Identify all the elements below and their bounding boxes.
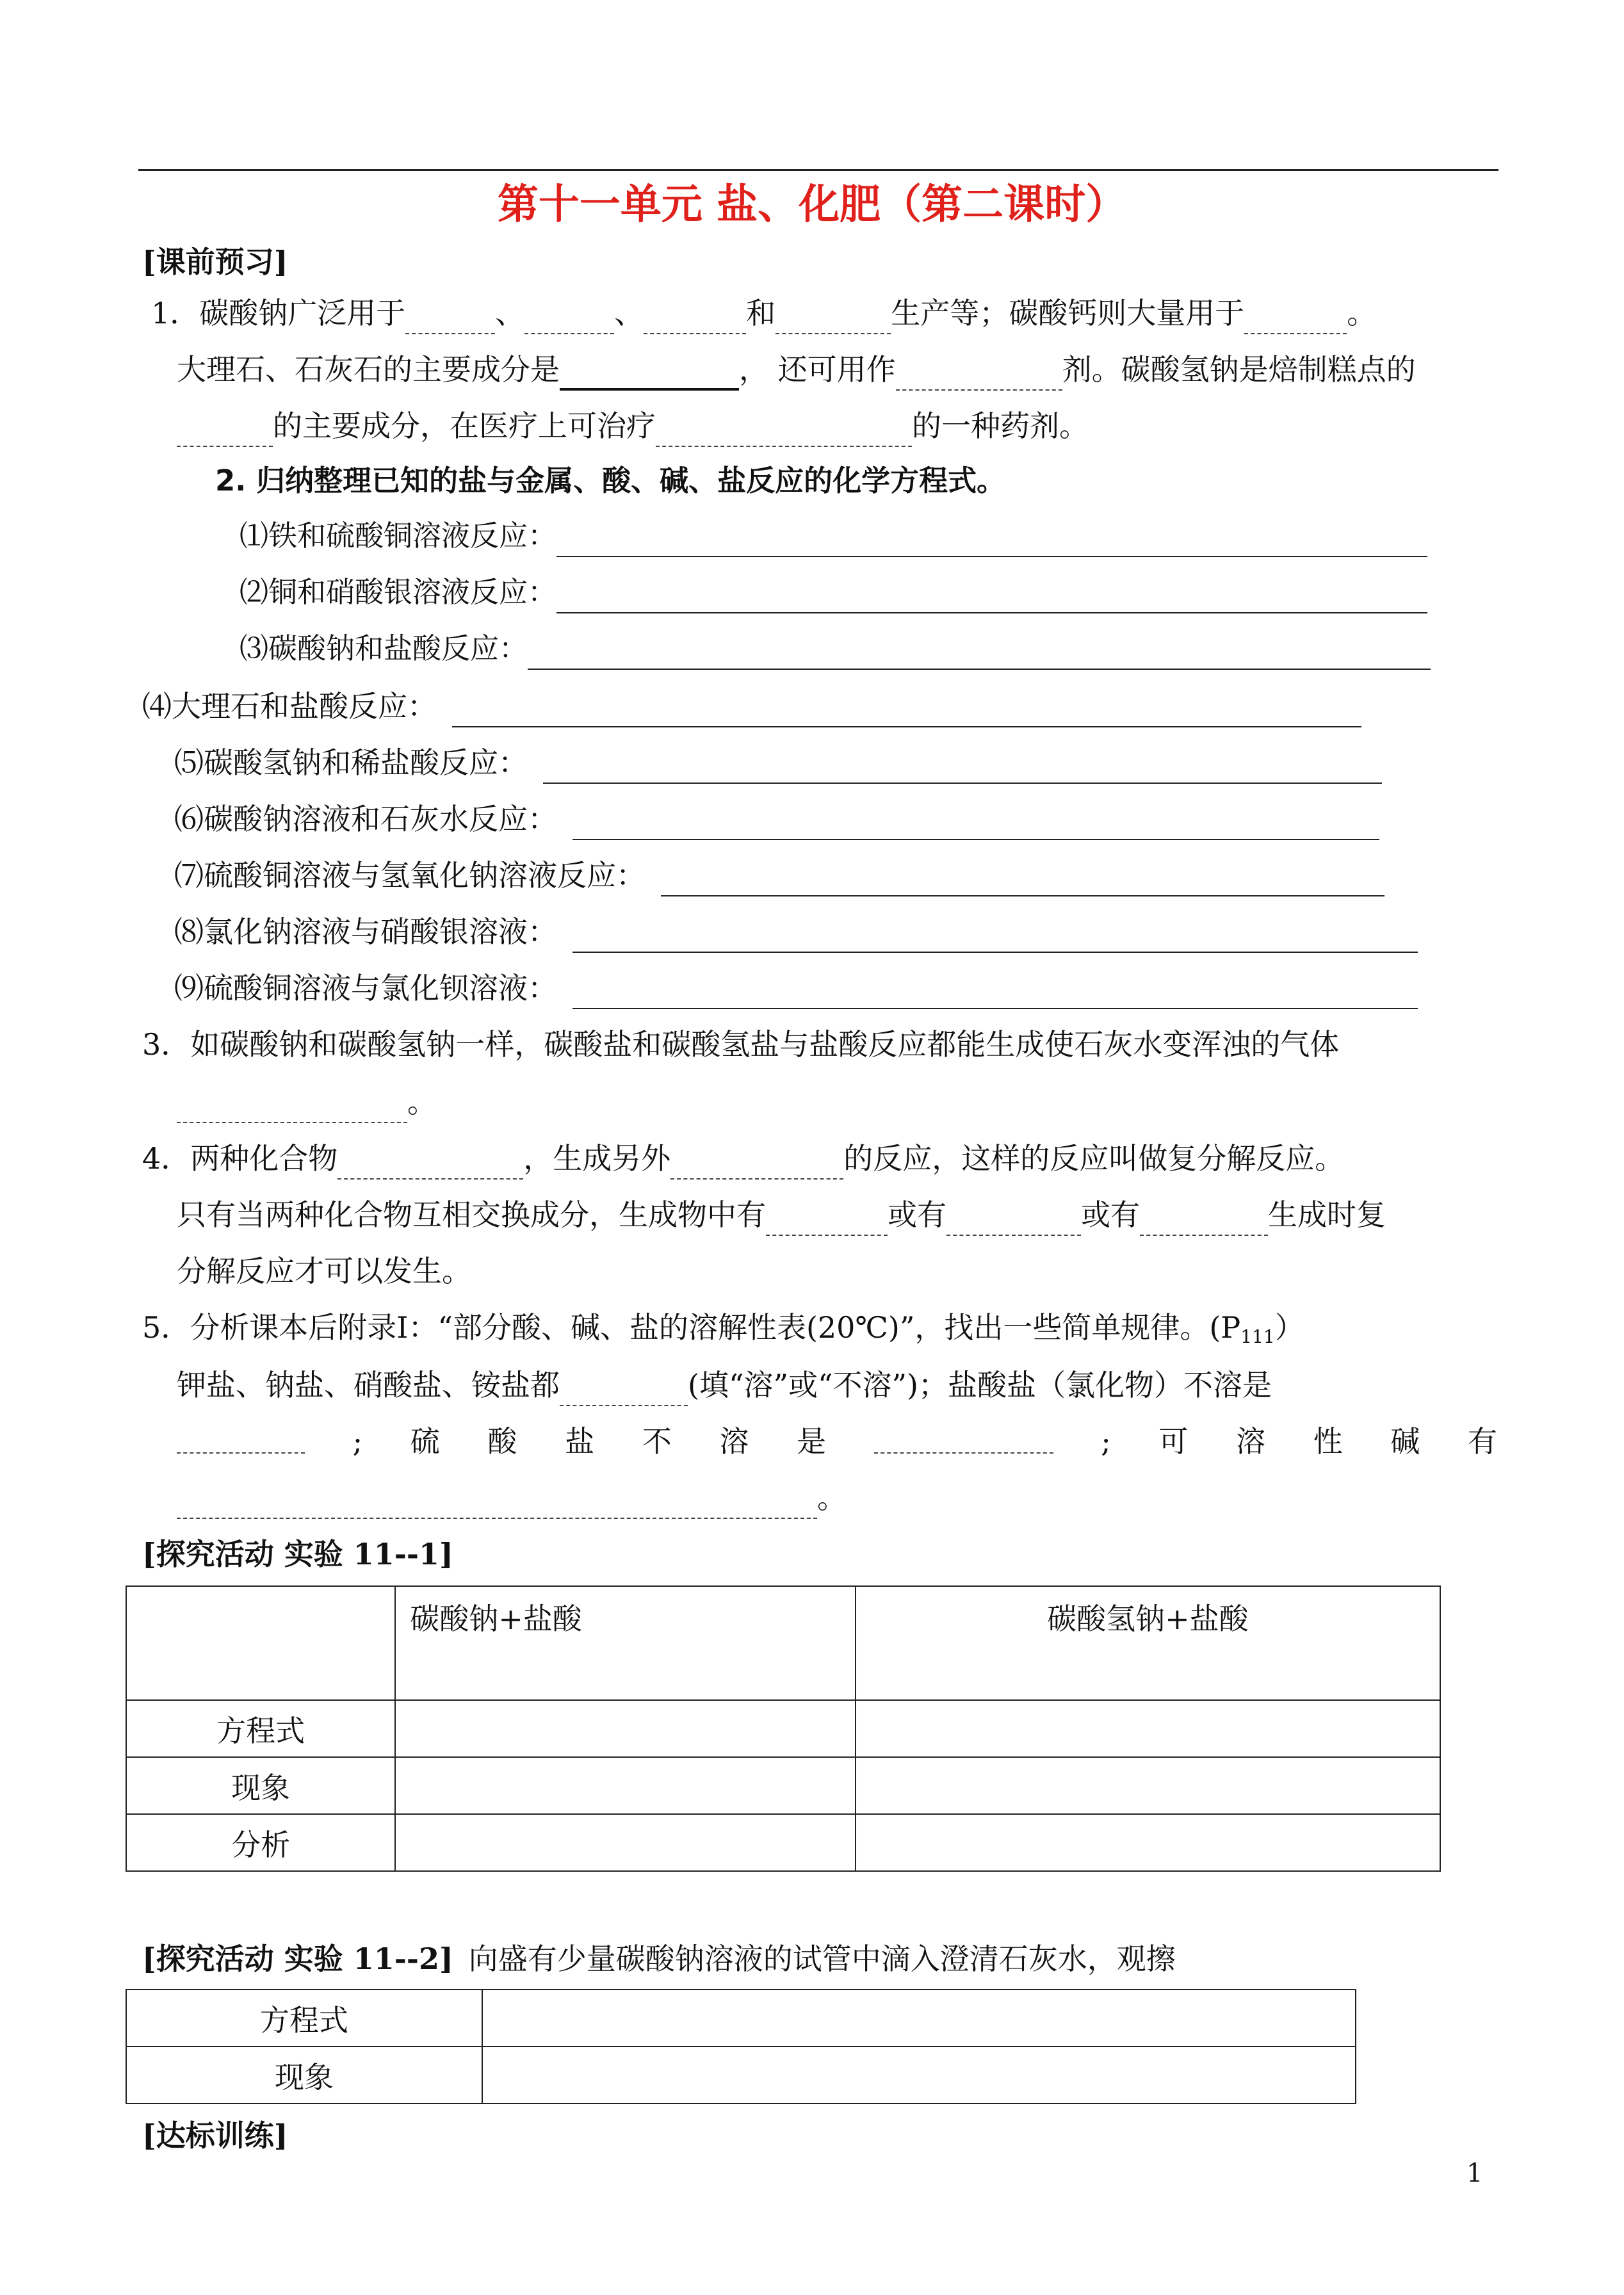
q2-item-label: ⑺硫酸铜溶液与氢氧化钠溶液反应： — [174, 858, 646, 893]
answer-blank[interactable] — [556, 580, 1427, 613]
q5-word: ; — [352, 1424, 363, 1459]
q4-text: 只有当两种化合物互相交换成分，生成物中有 — [177, 1197, 766, 1232]
answer-blank[interactable] — [572, 976, 1418, 1009]
q1-text: 大理石、石灰石的主要成分是 — [177, 352, 560, 387]
q4-text: ，生成另外 — [523, 1141, 671, 1176]
section-heading-preview: [课前预习] — [142, 245, 288, 279]
answer-blank[interactable] — [661, 863, 1384, 896]
q2-item — [240, 515, 1475, 557]
blank-field[interactable] — [337, 1146, 523, 1180]
training-heading: [达标训练] — [142, 2118, 288, 2153]
q5-subscript: 111 — [1240, 1326, 1275, 1347]
q2-item-label: ⑶碳酸钠和盐酸反应： — [240, 631, 528, 665]
table-row-label: 现象 — [126, 1757, 395, 1814]
q5-word: 溶 — [719, 1424, 749, 1459]
answer-blank[interactable] — [452, 694, 1361, 727]
q2-item — [174, 742, 1382, 784]
q4-text: 4．两种化合物 — [142, 1141, 338, 1176]
q5-word: 是 — [796, 1424, 826, 1459]
table-row — [126, 1757, 1440, 1814]
q5-text: 5．分析课本后附录Ⅰ：“部分酸、碱、盐的溶解性表(20℃)”，找出一些简单规律。(P — [142, 1310, 1241, 1345]
q5-text: ） — [1274, 1310, 1304, 1345]
table-cell — [126, 1586, 395, 1700]
blank-field[interactable] — [177, 1090, 407, 1123]
q2-item — [174, 854, 1384, 896]
q1-line-2 — [177, 348, 1416, 391]
q4-line-2 — [177, 1194, 1386, 1236]
q5-word: 溶 — [1236, 1424, 1266, 1459]
table-row-label: 分析 — [126, 1814, 395, 1871]
exp1-table — [126, 1585, 1441, 1872]
q2-item-label: ⑸碳酸氢钠和稀盐酸反应： — [174, 745, 528, 780]
q1-text: 生产等；碳酸钙则大量用于 — [891, 296, 1245, 330]
table-row-label: 方程式 — [126, 1700, 395, 1757]
q3-line-2 — [177, 1081, 437, 1123]
page-title: 第十一单元 盐、化肥（第二课时） — [497, 181, 1127, 229]
q5-word: 硫 — [410, 1424, 440, 1459]
q2-item — [174, 911, 1418, 953]
q3-text: 。 — [407, 1085, 437, 1119]
table-cell[interactable] — [856, 1700, 1440, 1757]
q5-word: 碱 — [1390, 1424, 1420, 1459]
q5-word: 性 — [1313, 1424, 1343, 1459]
exp2-heading: [探究活动 实验 11--2] — [142, 1942, 453, 1976]
table-cell[interactable] — [856, 1757, 1440, 1814]
q5-text: 钾盐、钠盐、硝酸盐、铵盐都 — [177, 1368, 560, 1402]
answer-blank[interactable] — [572, 807, 1379, 840]
blank-field[interactable] — [775, 301, 891, 334]
table-cell[interactable] — [395, 1814, 856, 1871]
table-row — [126, 2047, 1356, 2104]
q2-item — [174, 798, 1379, 840]
q1-text: 、 — [614, 296, 644, 330]
q4-line-3: 分解反应才可以发生。 — [177, 1254, 471, 1288]
q5-text: 。 — [817, 1480, 847, 1515]
q4-line-1 — [142, 1137, 1344, 1180]
table-cell[interactable] — [482, 1990, 1356, 2047]
table-row — [126, 1700, 1440, 1757]
q5-line-3 — [177, 1420, 1497, 1463]
q5-word: 酸 — [487, 1424, 517, 1459]
table-header-cell: 碳酸钠+盐酸 — [395, 1586, 856, 1700]
table-cell[interactable] — [482, 2047, 1356, 2104]
q5-word: 盐 — [565, 1424, 595, 1459]
q5-line-2 — [177, 1364, 1272, 1406]
q4-text: 或有 — [888, 1197, 946, 1232]
table-cell[interactable] — [395, 1700, 856, 1757]
q5-word: 有 — [1467, 1424, 1497, 1459]
q5-word: ; — [1101, 1424, 1111, 1459]
q3-line-1: 3．如碳酸钠和碳酸氢钠一样，碳酸盐和碳酸氢盐与盐酸反应都能生成使石灰水变浑浊的气体 — [142, 1027, 1340, 1062]
q4-text: 生成时复 — [1268, 1197, 1386, 1232]
answer-blank[interactable] — [528, 637, 1431, 670]
q5-line-1 — [142, 1306, 1304, 1349]
exp2-header-line — [142, 1938, 1176, 1980]
q1-text: 剂。碳酸氢钠是焙制糕点的 — [1062, 352, 1416, 387]
blank-field[interactable] — [670, 1146, 843, 1180]
blank-field[interactable] — [560, 1373, 688, 1406]
blank-field[interactable] — [177, 1420, 305, 1454]
q2-item-label: ⑻氯化钠溶液与硝酸银溶液： — [174, 914, 557, 949]
table-header-cell: 碳酸氢钠+盐酸 — [856, 1586, 1440, 1700]
blank-field[interactable] — [896, 357, 1062, 391]
blank-field[interactable] — [560, 356, 739, 391]
q2-item-label: ⑷大理石和盐酸反应： — [142, 689, 437, 724]
blank-field[interactable] — [177, 414, 273, 447]
blank-field[interactable] — [405, 301, 495, 334]
q1-text: 的一种药剂。 — [912, 409, 1089, 443]
top-rule — [138, 169, 1498, 171]
q1-text: 和 — [746, 296, 776, 330]
answer-blank[interactable] — [556, 524, 1427, 557]
q5-word: 不 — [642, 1424, 672, 1459]
blank-field[interactable] — [766, 1203, 888, 1236]
blank-field[interactable] — [177, 1486, 817, 1519]
blank-field[interactable] — [656, 414, 912, 447]
q1-text: 。 — [1347, 296, 1377, 330]
q2-item — [240, 571, 1427, 613]
blank-field[interactable] — [1140, 1203, 1268, 1236]
answer-blank[interactable] — [572, 920, 1418, 953]
q1-line-3 — [177, 405, 1089, 447]
blank-field[interactable] — [946, 1203, 1081, 1236]
table-cell[interactable] — [856, 1814, 1440, 1871]
table-row — [126, 1814, 1440, 1871]
q2-item-label: ⑼硫酸铜溶液与氯化钡溶液： — [174, 971, 557, 1005]
q1-text: 1．碳酸钠广泛用于 — [151, 296, 406, 330]
q5-line-4 — [177, 1477, 847, 1519]
q5-text: (填“溶”或“不溶”)；盐酸盐（氯化物）不溶是 — [688, 1368, 1272, 1402]
q2-heading: 2. 归纳整理已知的盐与金属、酸、碱、盐反应的化学方程式。 — [215, 464, 1006, 498]
exp2-table — [126, 1989, 1356, 2104]
page-number: 1 — [1466, 2159, 1483, 2188]
q1-text: 的主要成分，在医疗上可治疗 — [273, 409, 656, 443]
blank-field[interactable] — [644, 301, 746, 334]
q2-item-label: ⑹碳酸钠溶液和石灰水反应： — [174, 802, 557, 836]
q4-text: 或有 — [1081, 1197, 1140, 1232]
blank-field[interactable] — [524, 301, 614, 334]
q2-item-label: ⑴铁和硫酸铜溶液反应： — [240, 519, 557, 553]
blank-field[interactable] — [874, 1420, 1053, 1454]
q2-item-label: ⑵铜和硝酸银溶液反应： — [240, 575, 557, 609]
answer-blank[interactable] — [543, 750, 1382, 784]
table-row — [126, 1990, 1356, 2047]
q2-item — [174, 967, 1418, 1009]
q4-text: 的反应，这样的反应叫做复分解反应。 — [843, 1141, 1345, 1176]
blank-field[interactable] — [1244, 301, 1347, 334]
exp1-heading: [探究活动 实验 11--1] — [142, 1537, 453, 1571]
table-cell[interactable] — [395, 1757, 856, 1814]
q1-text: 、 — [495, 296, 525, 330]
exp2-instruction: 向盛有少量碳酸钠溶液的试管中滴入澄清石灰水，观擦 — [468, 1942, 1176, 1976]
q1-text: ， 还可用作 — [739, 352, 896, 387]
q2-item — [240, 628, 1431, 670]
table-row-label: 现象 — [126, 2047, 482, 2104]
table-row — [126, 1586, 1440, 1700]
table-row-label: 方程式 — [126, 1990, 482, 2047]
q1-line-1 — [151, 292, 1376, 334]
q5-word: 可 — [1158, 1424, 1189, 1459]
q2-item — [142, 685, 1361, 727]
